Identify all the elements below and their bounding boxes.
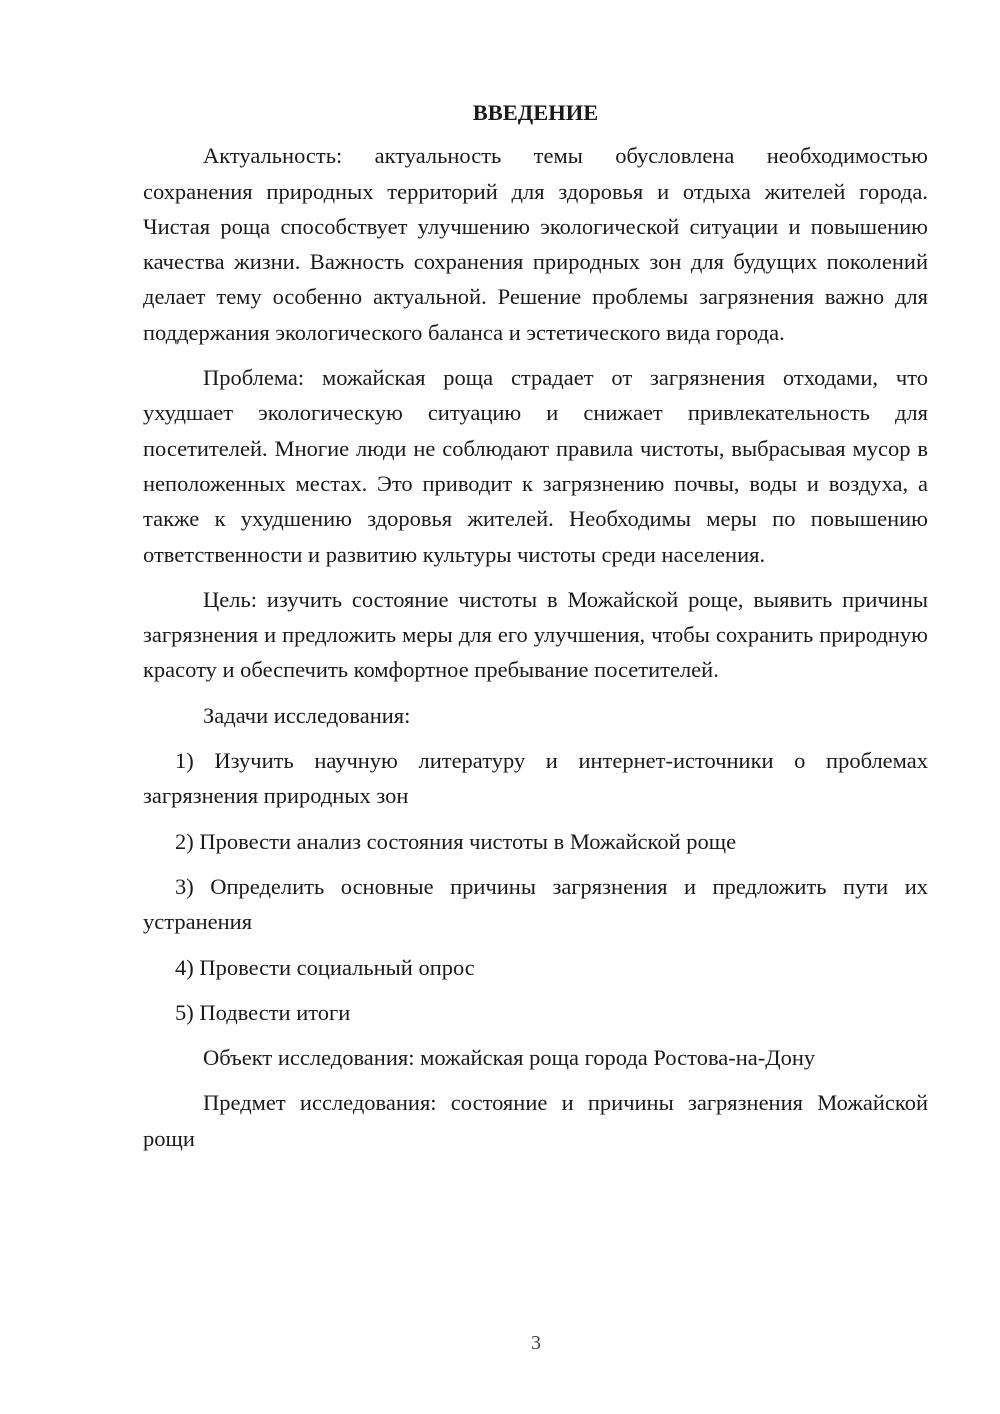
relevance-paragraph: Актуальность: актуальность темы обусловлена необходимостью сохранения природных территорий для здоровья и отдыха жителей города. Чистая роща способствует улучшению экологической ситуации и повышению качества жизни. Важность сохранения природных зон для будущих поколений делает тему особенно актуальной. Решение проблемы загрязнения важно для поддержания экологического баланса и эстетического вида города.: [143, 143, 928, 345]
goal-paragraph: Цель: изучить состояние чистоты в Можайской роще, выявить причины загрязнения и предложить меры для его улучшения, чтобы сохранить природную красоту и обеспечить комфортное пребывание посетителей.: [143, 586, 928, 683]
page-title: ВВЕДЕНИЕ: [472, 100, 599, 125]
research-object-paragraph: Объект исследования: можайская роща города Ростова-на-Дону: [203, 1045, 816, 1071]
problem-paragraph: Проблема: можайская роща страдает от загрязнения отходами, что ухудшает экологическую ситуацию и снижает привлекательность для посетителей. Многие люди не соблюдают правила чистоты, выбрасывая мусор в неположенных местах. Это приводит к загрязнению почвы, воды и воздуха, а также к ухудшению здоровья жителей. Необходимы меры по повышению ответственности и развитию культуры чистоты среди населения.: [143, 365, 928, 567]
task-item-2: 2) Провести анализ состояния чистоты в Можайской роще: [175, 828, 737, 854]
tasks-heading: Задачи исследования:: [203, 702, 411, 728]
research-subject-paragraph: Предмет исследования: состояние и причины загрязнения Можайской рощи: [143, 1090, 928, 1151]
task-item-3: 3) Определить основные причины загрязнения и предложить пути их устранения: [143, 873, 928, 935]
task-item-1: 1) Изучить научную литературу и интернет-источники о проблемах загрязнения природных зон: [143, 748, 928, 809]
page-content: [143, 95, 928, 1166]
task-item-5: 5) Подвести итоги: [175, 999, 351, 1025]
task-item-4: 4) Провести социальный опрос: [175, 954, 475, 980]
page-number: 3: [531, 1332, 541, 1354]
